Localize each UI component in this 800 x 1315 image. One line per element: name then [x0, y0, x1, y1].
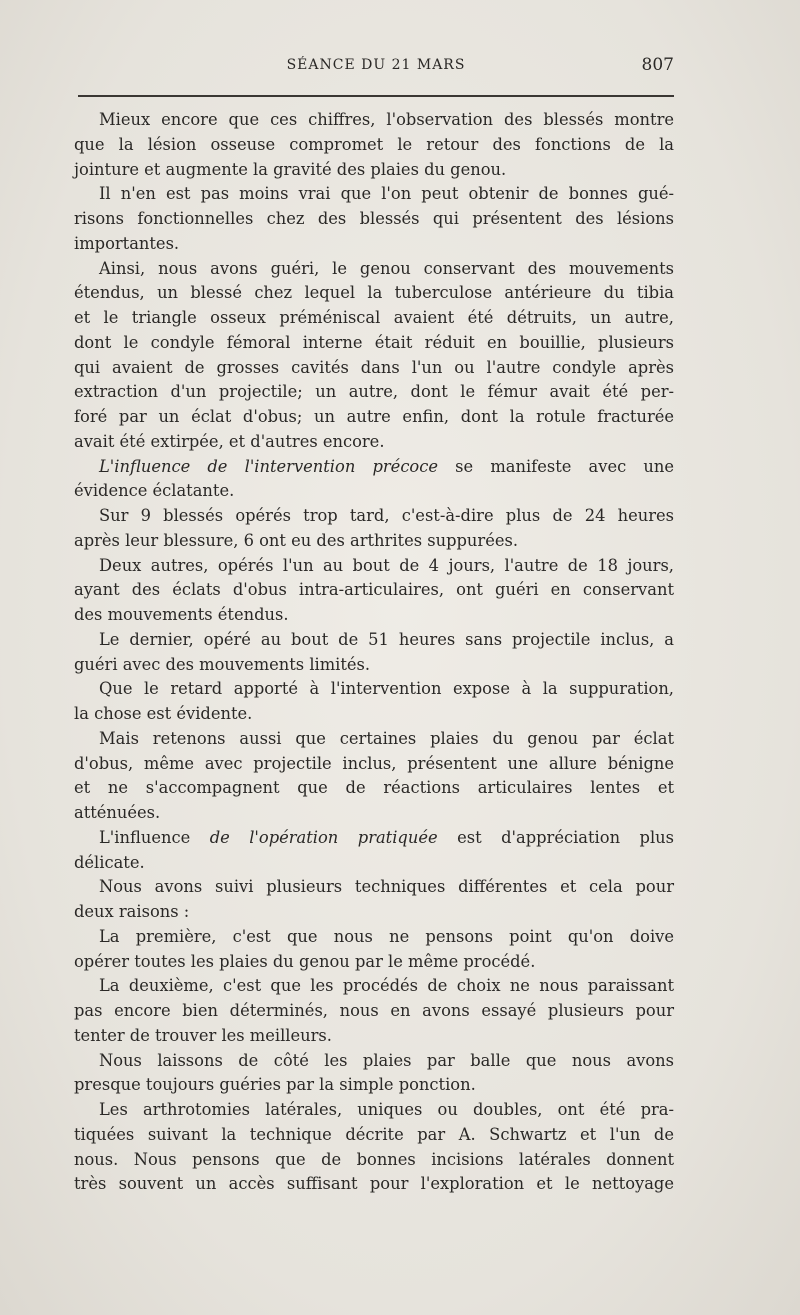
- text-line: nous. Nous pensons que de bonnes incisions latérales donnent: [74, 1149, 674, 1169]
- paragraph: [74, 727, 674, 826]
- text-line: [74, 826, 674, 851]
- paragraph: [74, 182, 674, 256]
- running-head: [78, 50, 674, 80]
- paragraph: [74, 628, 674, 678]
- text-line: Mieux encore que ces chiffres, l'observation des blessés montre: [99, 110, 674, 129]
- text-line: Nous avons suivi plusieurs techniques différentes et cela pour: [99, 877, 674, 897]
- text-line: qui avaient de grosses cavités dans l'un ou l'autre condyle après: [74, 357, 674, 377]
- text-line: évidence éclatante.: [74, 481, 235, 501]
- text-line: et le triangle osseux préméniscal avaient été détruits, un autre,: [74, 308, 674, 327]
- text-line: Ainsi, nous avons guéri, le genou conservant des mouvements: [99, 258, 674, 278]
- paragraph: [74, 677, 674, 727]
- text-line: des mouvements étendus.: [74, 605, 289, 624]
- text-line: ayant des éclats d'obus intra-articulaires, ont guéri en conservant: [74, 580, 674, 600]
- text-line: après leur blessure, 6 ont eu des arthrites suppurées.: [74, 530, 518, 550]
- text-line: La deuxième, c'est que les procédés de choix ne nous paraissant: [99, 976, 674, 996]
- italic-phrase: L'influence de l'intervention précoce: [99, 456, 438, 476]
- text-line: Nous laissons de côté les plaies par balle que nous avons: [99, 1050, 674, 1070]
- paragraph: [74, 504, 674, 554]
- text-line: presque toujours guéries par la simple ponction.: [74, 1075, 476, 1095]
- paragraph: [74, 108, 674, 182]
- text-line: jointure et augmente la gravité des plaies du genou.: [74, 159, 507, 179]
- body-text: [74, 108, 674, 1197]
- text-line: La première, c'est que nous ne pensons point qu'on doive: [99, 926, 674, 946]
- paragraph: [74, 974, 674, 1048]
- text-line: importantes.: [74, 233, 180, 253]
- running-title: SÉANCE DU 21 MARS: [286, 57, 466, 73]
- paragraph: [74, 257, 674, 455]
- text-line: extraction d'un projectile; un autre, dont le fémur avait été per-: [74, 382, 674, 402]
- text-line: dont le condyle fémoral interne était réduit en bouillie, plusieurs: [74, 332, 674, 352]
- text-line: que la lésion osseuse compromet le retour des fonctions de la: [74, 134, 674, 154]
- paragraph: [74, 455, 674, 505]
- italic-phrase: de l'opération pratiquée: [209, 827, 438, 847]
- text-line: étendus, un blessé chez lequel la tuberculose antérieure du tibia: [74, 283, 674, 303]
- text-line: risons fonctionnelles chez des blessés qui présentent des lésions: [74, 209, 674, 228]
- paragraph: [74, 875, 674, 925]
- text-line: Sur 9 blessés opérés trop tard, c'est-à-dire plus de 24 heures: [99, 506, 674, 525]
- text-line: atténuées.: [74, 803, 161, 822]
- paragraph: [74, 1049, 674, 1099]
- text-line: Les arthrotomies latérales, uniques ou doubles, ont été pra-: [99, 1100, 674, 1119]
- text-line: Il n'en est pas moins vrai que l'on peut obtenir de bonnes gué-: [99, 184, 674, 204]
- text-line: d'obus, même avec projectile inclus, présentent une allure bénigne: [74, 753, 674, 773]
- text-line: foré par un éclat d'obus; un autre enfin, dont la rotule fracturée: [74, 407, 674, 426]
- text-line: tenter de trouver les meilleurs.: [74, 1025, 332, 1045]
- paragraph: [74, 826, 674, 876]
- text-line: tiquées suivant la technique décrite par A. Schwartz et l'un de: [74, 1124, 674, 1144]
- paragraph: [74, 925, 674, 975]
- text-line: et ne s'accompagnent que de réactions articulaires lentes et: [74, 778, 674, 798]
- header-rule: [78, 95, 674, 97]
- text-line: très souvent un accès suffisant pour l'exploration et le nettoyage: [74, 1174, 674, 1194]
- text-line: [74, 455, 674, 480]
- text-line: la chose est évidente.: [74, 704, 253, 723]
- text-line: Deux autres, opérés l'un au bout de 4 jours, l'autre de 18 jours,: [99, 555, 674, 575]
- text-line: Mais retenons aussi que certaines plaies du genou par éclat: [99, 728, 674, 748]
- text-line: avait été extirpée, et d'autres encore.: [74, 431, 385, 451]
- text-run: est d'appréciation plus: [437, 827, 674, 847]
- paragraph: [74, 554, 674, 628]
- text-line: deux raisons :: [74, 902, 190, 921]
- paragraph: [74, 1098, 674, 1197]
- text-line: délicate.: [74, 852, 145, 872]
- text-line: Le dernier, opéré au bout de 51 heures sans projectile inclus, a: [99, 629, 674, 649]
- text-run: se manifeste avec une: [438, 456, 674, 476]
- text-run: L'influence: [99, 827, 210, 847]
- text-line: guéri avec des mouvements limités.: [74, 654, 371, 674]
- text-line: opérer toutes les plaies du genou par le même procédé.: [74, 951, 536, 971]
- text-line: Que le retard apporté à l'intervention expose à la suppuration,: [99, 679, 674, 699]
- text-line: pas encore bien déterminés, nous en avons essayé plusieurs pour: [74, 1001, 674, 1020]
- page-number: 807: [641, 55, 674, 75]
